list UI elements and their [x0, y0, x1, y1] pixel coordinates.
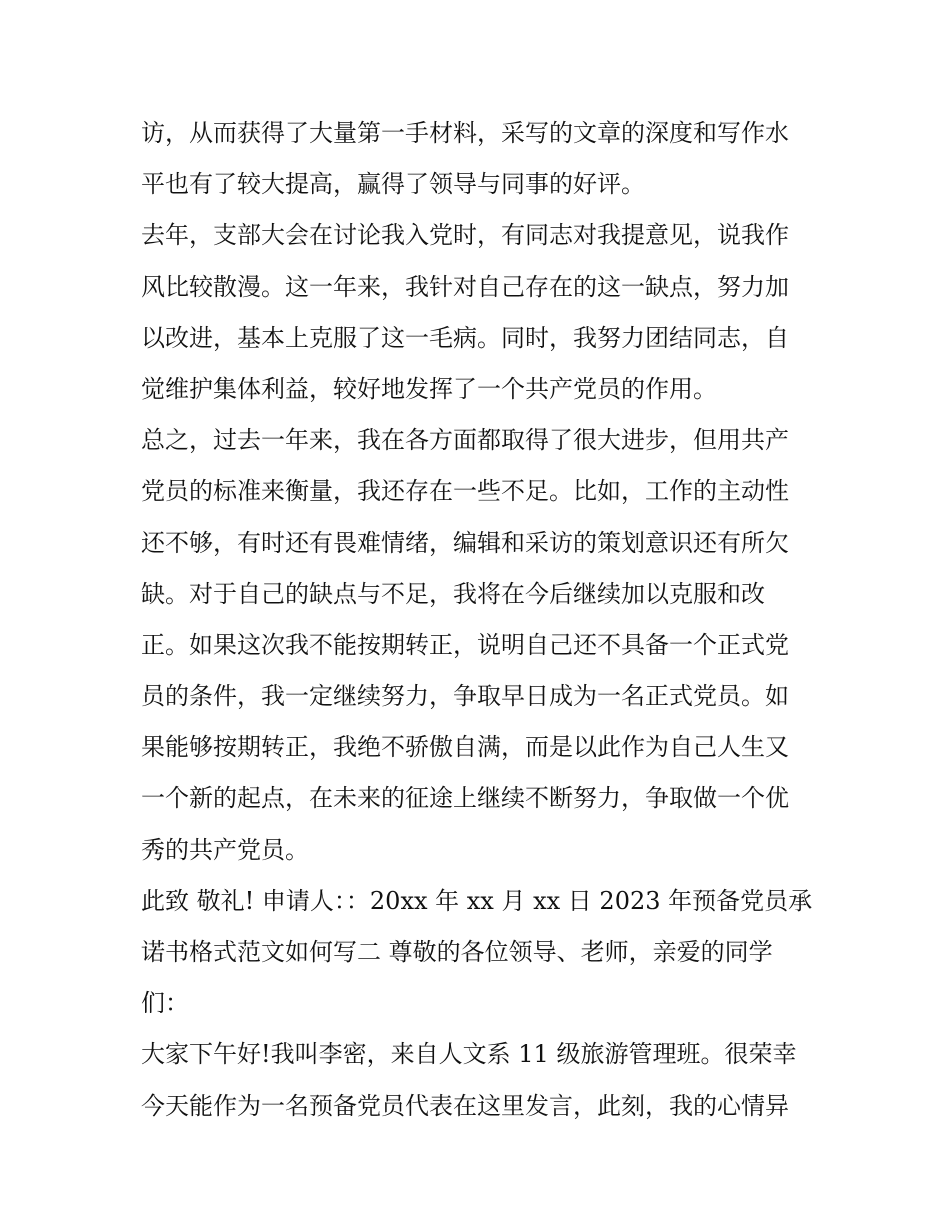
text-line: 党员的标准来衡量，我还存在一些不足。比如，工作的主动性 [141, 477, 789, 506]
text-line: 还不够，有时还有畏难情绪，编辑和采访的策划意识还有所欠 [141, 528, 789, 557]
text-line: 果能够按期转正，我绝不骄傲自满，而是以此作为自己人生又 [141, 733, 789, 762]
text-line: 秀的共产党员。 [141, 835, 309, 864]
text-line: 总之，过去一年来，我在各方面都取得了很大进步，但用共产 [141, 426, 789, 455]
text-line: 员的条件，我一定继续努力，争取早日成为一名正式党员。如 [141, 682, 789, 711]
text-line: 觉维护集体利益，较好地发挥了一个共产党员的作用。 [141, 374, 717, 403]
text-line: 们： [141, 989, 189, 1018]
text-line: 缺。对于自己的缺点与不足，我将在今后继续加以克服和改 [141, 579, 765, 608]
text-line: 访，从而获得了大量第一手材料，采写的文章的深度和写作水 [141, 119, 789, 147]
text-line: 去年，支部大会在讨论我入党时，有同志对我提意见，说我作 [141, 221, 789, 250]
text-line: 以改进，基本上克服了这一毛病。同时，我努力团结同志，自 [141, 323, 789, 352]
text-line: 此致 敬礼! 申请人：：20xx 年 xx 月 xx 日 2023 年预备党员承 [141, 886, 813, 915]
body-text [141, 108, 813, 1132]
text-line: 风比较散漫。这一年来，我针对自己存在的这一缺点，努力加 [141, 272, 789, 301]
text-line: 今天能作为一名预备党员代表在这里发言，此刻，我的心情异 [141, 1091, 789, 1120]
text-line: 诺书格式范文如何写二 尊敬的各位领导、老师，亲爱的同学 [141, 938, 773, 966]
text-line: 正。如果这次我不能按期转正，说明自己还不具备一个正式党 [141, 630, 789, 659]
text-line: 大家下午好!我叫李密，来自人文系 11 级旅游管理班。很荣幸 [141, 1040, 797, 1069]
text-line: 一个新的起点，在未来的征途上继续不断努力，争取做一个优 [141, 784, 789, 813]
text-line: 平也有了较大提高，赢得了领导与同事的好评。 [141, 170, 645, 199]
